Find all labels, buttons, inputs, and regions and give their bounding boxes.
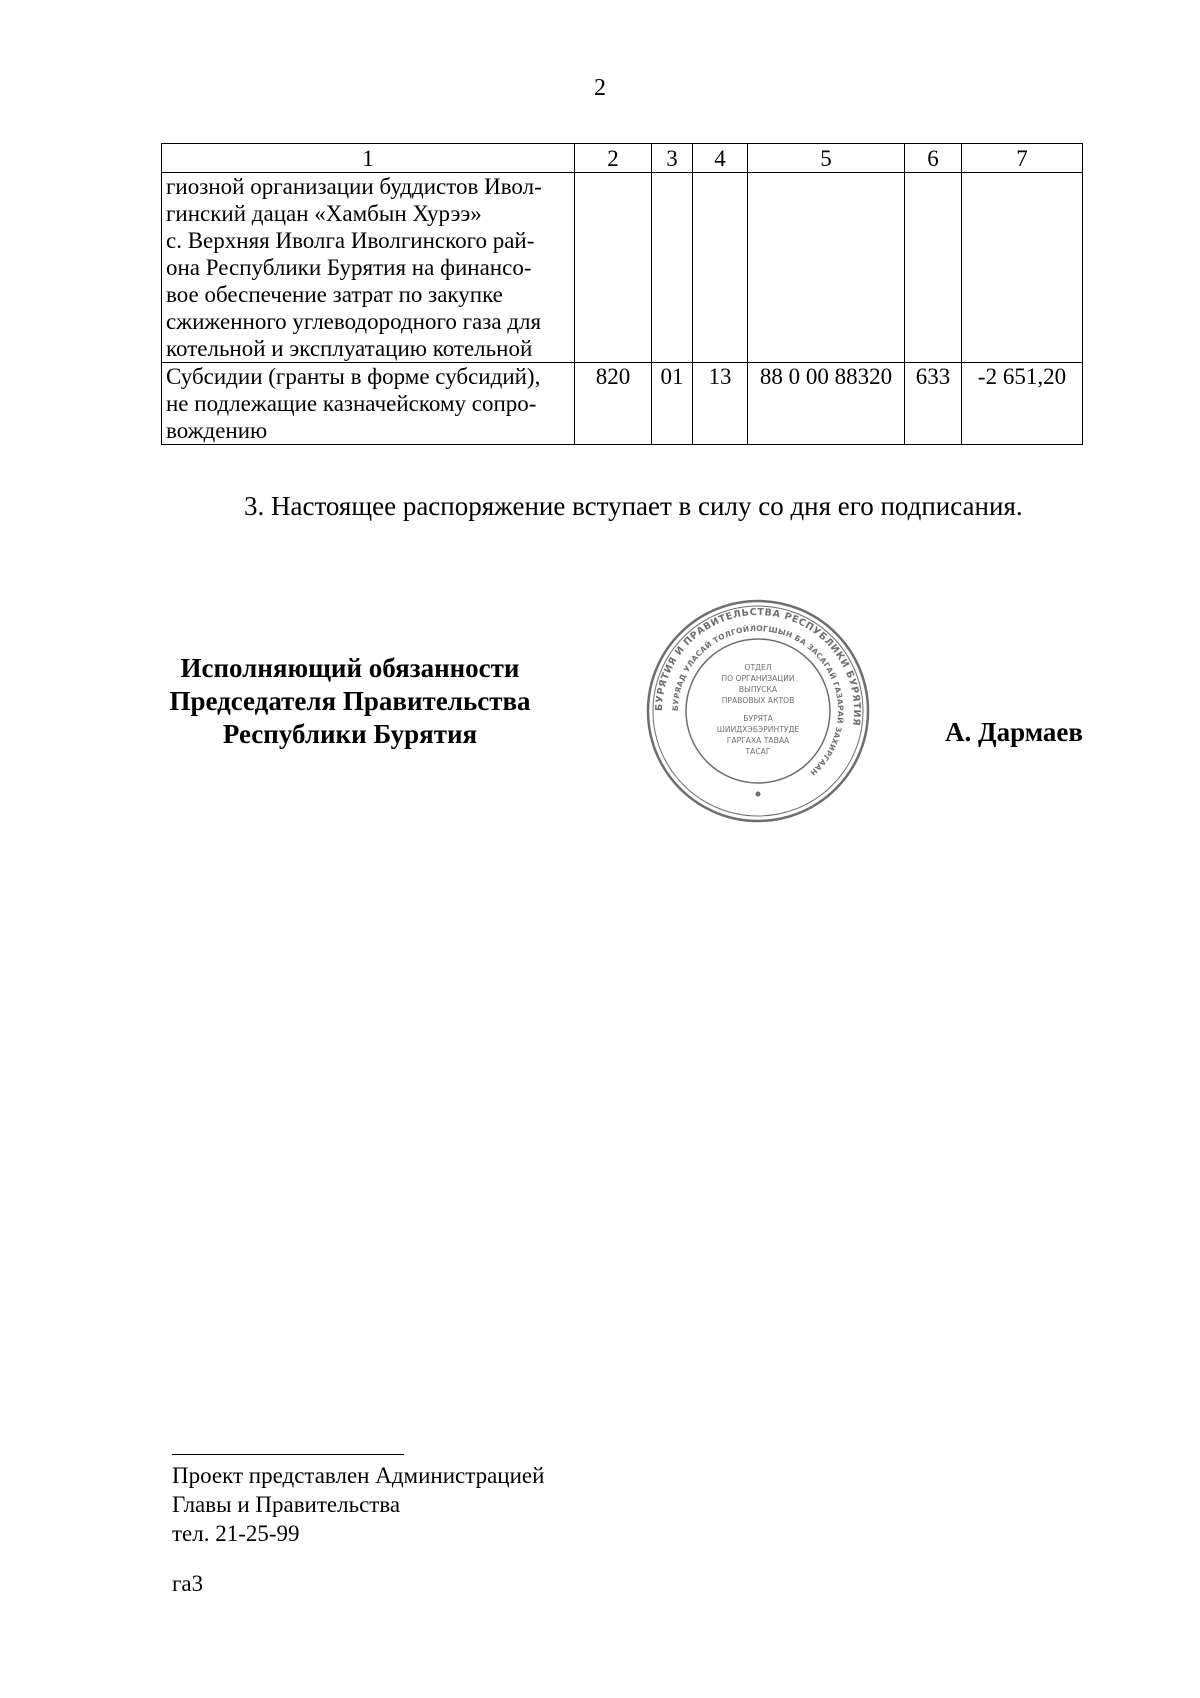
description-line: гиозной организации буддистов Ивол-: [166, 174, 542, 199]
column-header: 6: [905, 144, 962, 173]
table-cell-pr: 13: [693, 363, 748, 445]
description-line: вое обеспечение затрат по закупке: [166, 282, 503, 307]
description-line: гинский дацан «Хамбын Хурээ»: [166, 201, 482, 226]
row-description: [162, 363, 575, 445]
table-cell-vr-code: 633: [905, 363, 962, 445]
description-line: Субсидии (гранты в форме субсидий),: [166, 364, 541, 389]
table-cell-rz: 01: [652, 363, 693, 445]
column-header: 2: [575, 144, 652, 173]
footnote: [172, 1461, 544, 1548]
signer-title-line: Председателя Правительства: [169, 686, 531, 716]
table-cell: [652, 173, 693, 363]
signer-title-line: Республики Бурятия: [222, 719, 478, 749]
description-line: сжиженного углеводородного газа для: [166, 309, 542, 334]
table-row: [162, 363, 1083, 445]
column-header: 1: [162, 144, 575, 173]
seal-center-line: ВЫПУСКА: [738, 685, 778, 694]
table-row: [162, 173, 1083, 363]
table-cell: [575, 173, 652, 363]
footnote-line: Проект представлен Администрацией: [172, 1463, 545, 1488]
table-cell: [748, 173, 905, 363]
column-header: 7: [962, 144, 1083, 173]
seal-inner-ring: [686, 639, 830, 783]
seal-center-line: БУРЯТА: [743, 714, 773, 723]
description-line: котельной и эксплуатацию котельной: [166, 336, 533, 361]
description-line: вождению: [166, 418, 268, 443]
signer-name: А. Дармаев: [945, 717, 1083, 747]
description-line: она Республики Бурятия на финансо-: [166, 255, 532, 280]
budget-table: [161, 143, 1083, 445]
seal-center-line: ГАРГАХА ТАВАА: [726, 736, 790, 745]
signer-title: [150, 652, 550, 751]
table-cell: [962, 173, 1083, 363]
document-code: га3: [172, 1571, 204, 1596]
footnote-divider: [172, 1454, 404, 1455]
table-cell: [905, 173, 962, 363]
table-cell-vr: 820: [575, 363, 652, 445]
official-seal: [645, 598, 871, 824]
seal-center-line: ТАСАГ: [745, 747, 771, 756]
seal-center-line: ПРАВОВЫХ АКТОВ: [721, 696, 795, 705]
seal-inner-text: БУРЯАД УЛАСАЙ ТОЛГОЙЛОГШЫН БА ЗАСАГАЙ ГАЗАРАЙ ЗАХИРГААН: [670, 623, 846, 778]
seal-star-icon: [756, 792, 761, 797]
footnote-line: тел. 21-25-99: [172, 1521, 300, 1546]
column-header: 5: [748, 144, 905, 173]
footnote-line: Главы и Правительства: [172, 1492, 401, 1517]
paragraph-3: 3. Настоящее распоряжение вступает в силу со дня его подписания.: [244, 491, 1023, 521]
table-header-row: [162, 144, 1083, 173]
seal-outer-ring: [648, 601, 868, 821]
table-cell-csr: 88 0 00 88320: [748, 363, 905, 445]
seal-center-line: ОТДЕЛ: [744, 663, 772, 672]
description-line: с. Верхняя Иволга Иволгинского рай-: [166, 228, 535, 253]
seal-outer-text: БУРЯТИЯ И ПРАВИТЕЛЬСТВА РЕСПУБЛИКИ БУРЯТИЯ: [653, 606, 863, 727]
column-header: 4: [693, 144, 748, 173]
seal-center-line: ПО ОРГАНИЗАЦИИ: [721, 674, 795, 683]
table-cell: [693, 173, 748, 363]
column-header: 3: [652, 144, 693, 173]
table-cell-amount: -2 651,20: [962, 363, 1083, 445]
row-description: [162, 173, 575, 363]
signer-title-line: Исполняющий обязанности: [180, 653, 520, 683]
description-line: не подлежащие казначейскому сопро-: [166, 391, 537, 416]
page-number: 2: [594, 75, 606, 101]
seal-center-line: ШИИДХЭБЭРИНТУДЕ: [716, 725, 800, 734]
